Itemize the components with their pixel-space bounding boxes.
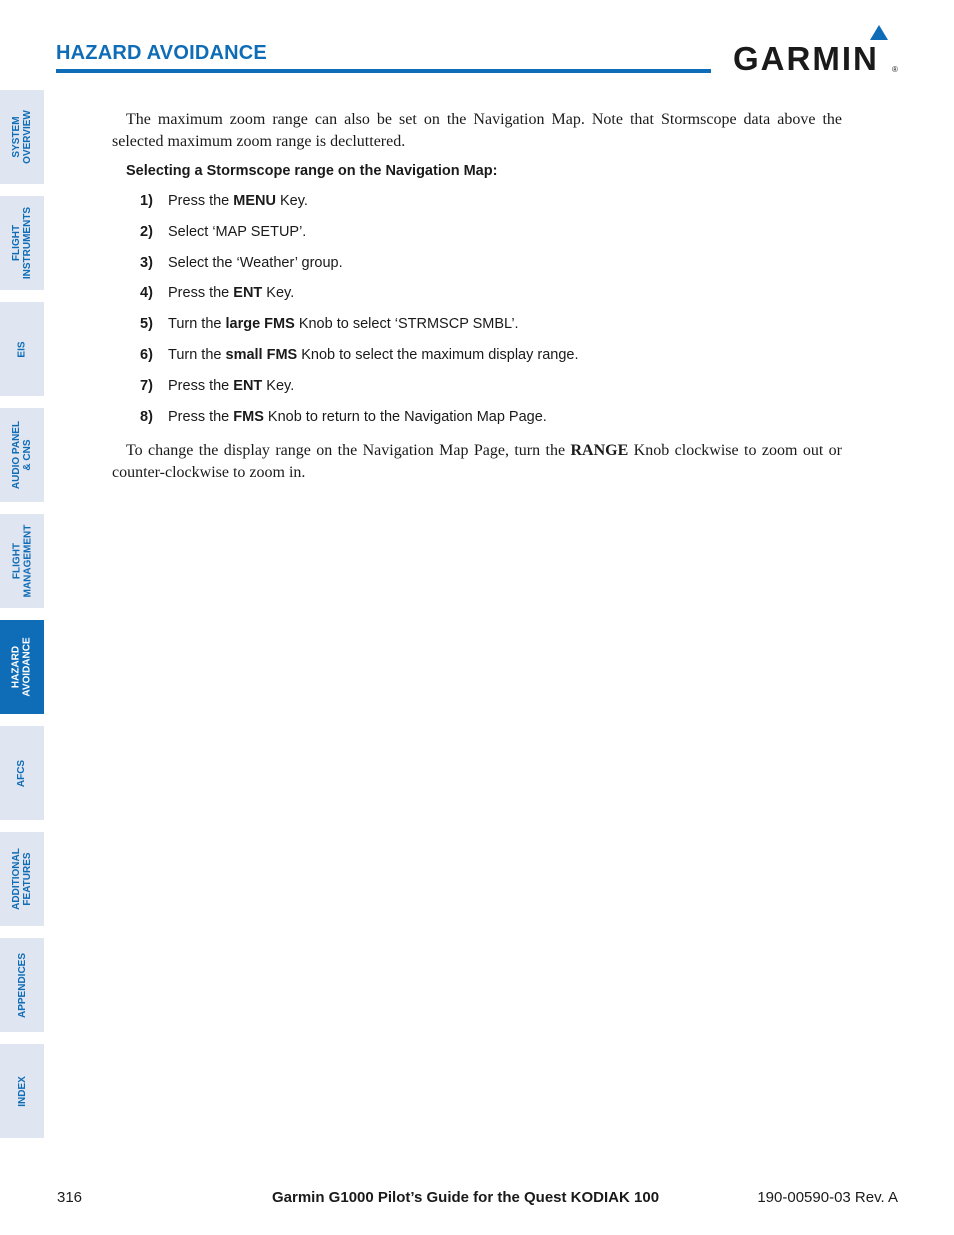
range-key-label: RANGE: [570, 442, 629, 459]
step-item: [140, 193, 780, 215]
step-item: [140, 378, 780, 400]
tab-label: AUDIO PANEL & CNS: [11, 420, 33, 490]
page-number: 316: [57, 1189, 83, 1206]
step-pre: Press the: [168, 378, 234, 394]
step-text: [168, 347, 579, 363]
step-post: Knob to return to the Navigation Map Page.: [263, 409, 547, 425]
step-number: 8): [140, 409, 153, 425]
tab-label: SYSTEM OVERVIEW: [11, 110, 33, 164]
part-number: 190-00590-03 Rev. A: [757, 1189, 898, 1206]
tab-audio-panel-cns[interactable]: [0, 408, 44, 502]
tab-label: EIS: [16, 340, 28, 358]
step-pre: Press the: [168, 285, 234, 301]
step-pre: Select the ‘Weather’ group.: [168, 255, 343, 271]
step-number: 3): [140, 255, 153, 271]
header-rule: [56, 69, 711, 73]
logo-registered-mark: ®: [892, 65, 898, 74]
step-text: [168, 255, 343, 271]
step-pre: Turn the: [168, 316, 226, 332]
closing-paragraph: [112, 440, 842, 484]
closing-text-pre: To change the display range on the Navigation Map Page, turn the: [126, 442, 571, 459]
step-item: [140, 285, 780, 307]
tab-label: HAZARD AVOIDANCE: [11, 637, 34, 697]
step-post: Key.: [262, 378, 295, 394]
tab-label: ADDITIONAL FEATURES: [11, 848, 34, 910]
step-number: 1): [140, 193, 153, 209]
tab-label: FLIGHT INSTRUMENTS: [11, 206, 34, 280]
tab-appendices[interactable]: [0, 938, 44, 1032]
step-post: Knob to select the maximum display range.: [297, 347, 579, 363]
step-item: [140, 316, 780, 338]
step-item: [140, 255, 780, 277]
tab-label: APPENDICES: [16, 952, 28, 1018]
tab-flight-management[interactable]: [0, 514, 44, 608]
step-key: small FMS: [225, 347, 298, 363]
tab-afcs[interactable]: [0, 726, 44, 820]
step-number: 7): [140, 378, 153, 394]
logo-wordmark: GARMIN: [733, 40, 879, 77]
tab-eis[interactable]: [0, 302, 44, 396]
logo-triangle-icon: [870, 25, 888, 40]
tab-label: INDEX: [16, 1075, 28, 1107]
section-title: HAZARD AVOIDANCE: [56, 42, 267, 64]
step-text: [168, 193, 308, 209]
step-number: 5): [140, 316, 153, 332]
step-number: 6): [140, 347, 153, 363]
step-text: [168, 224, 306, 240]
step-text: [168, 409, 547, 425]
tab-label: AFCS: [16, 759, 28, 787]
intro-paragraph: [112, 109, 842, 153]
step-post: Knob to select ‘STRMSCP SMBL’.: [294, 316, 519, 332]
step-key: FMS: [233, 409, 264, 425]
intro-text: The maximum zoom range can also be set on the Navigation Map. Note that Stormscope data above the selected maximum zoom range is decluttered.: [112, 111, 842, 150]
step-text: [168, 285, 294, 301]
garmin-logo: [733, 25, 903, 77]
step-key: large FMS: [225, 316, 295, 332]
step-pre: Press the: [168, 193, 234, 209]
step-post: Key.: [262, 285, 295, 301]
step-pre: Select ‘MAP SETUP’.: [168, 224, 307, 240]
step-pre: Turn the: [168, 347, 226, 363]
step-text: [168, 378, 294, 394]
document-title: Garmin G1000 Pilot’s Guide for the Quest KODIAK 100: [272, 1189, 660, 1206]
step-item: [140, 347, 780, 369]
step-number: 2): [140, 224, 153, 240]
step-key: ENT: [233, 378, 263, 394]
step-key: MENU: [233, 193, 276, 209]
closing-text-post: Knob clockwise to zoom out or counter-clockwise to zoom in.: [112, 442, 843, 481]
tab-system-overview[interactable]: [0, 90, 44, 184]
step-item: [140, 409, 780, 431]
procedure-heading: Selecting a Stormscope range on the Navigation Map:: [126, 163, 498, 179]
step-item: [140, 224, 780, 246]
step-number: 4): [140, 285, 153, 301]
step-text: [168, 316, 519, 332]
step-post: Key.: [275, 193, 308, 209]
tab-hazard-avoidance[interactable]: [0, 620, 44, 714]
tab-label: FLIGHT MANAGEMENT: [11, 524, 33, 598]
step-key: ENT: [233, 285, 263, 301]
tab-index[interactable]: [0, 1044, 44, 1138]
tab-flight-instruments[interactable]: [0, 196, 44, 290]
tab-additional-features[interactable]: [0, 832, 44, 926]
step-pre: Press the: [168, 409, 234, 425]
